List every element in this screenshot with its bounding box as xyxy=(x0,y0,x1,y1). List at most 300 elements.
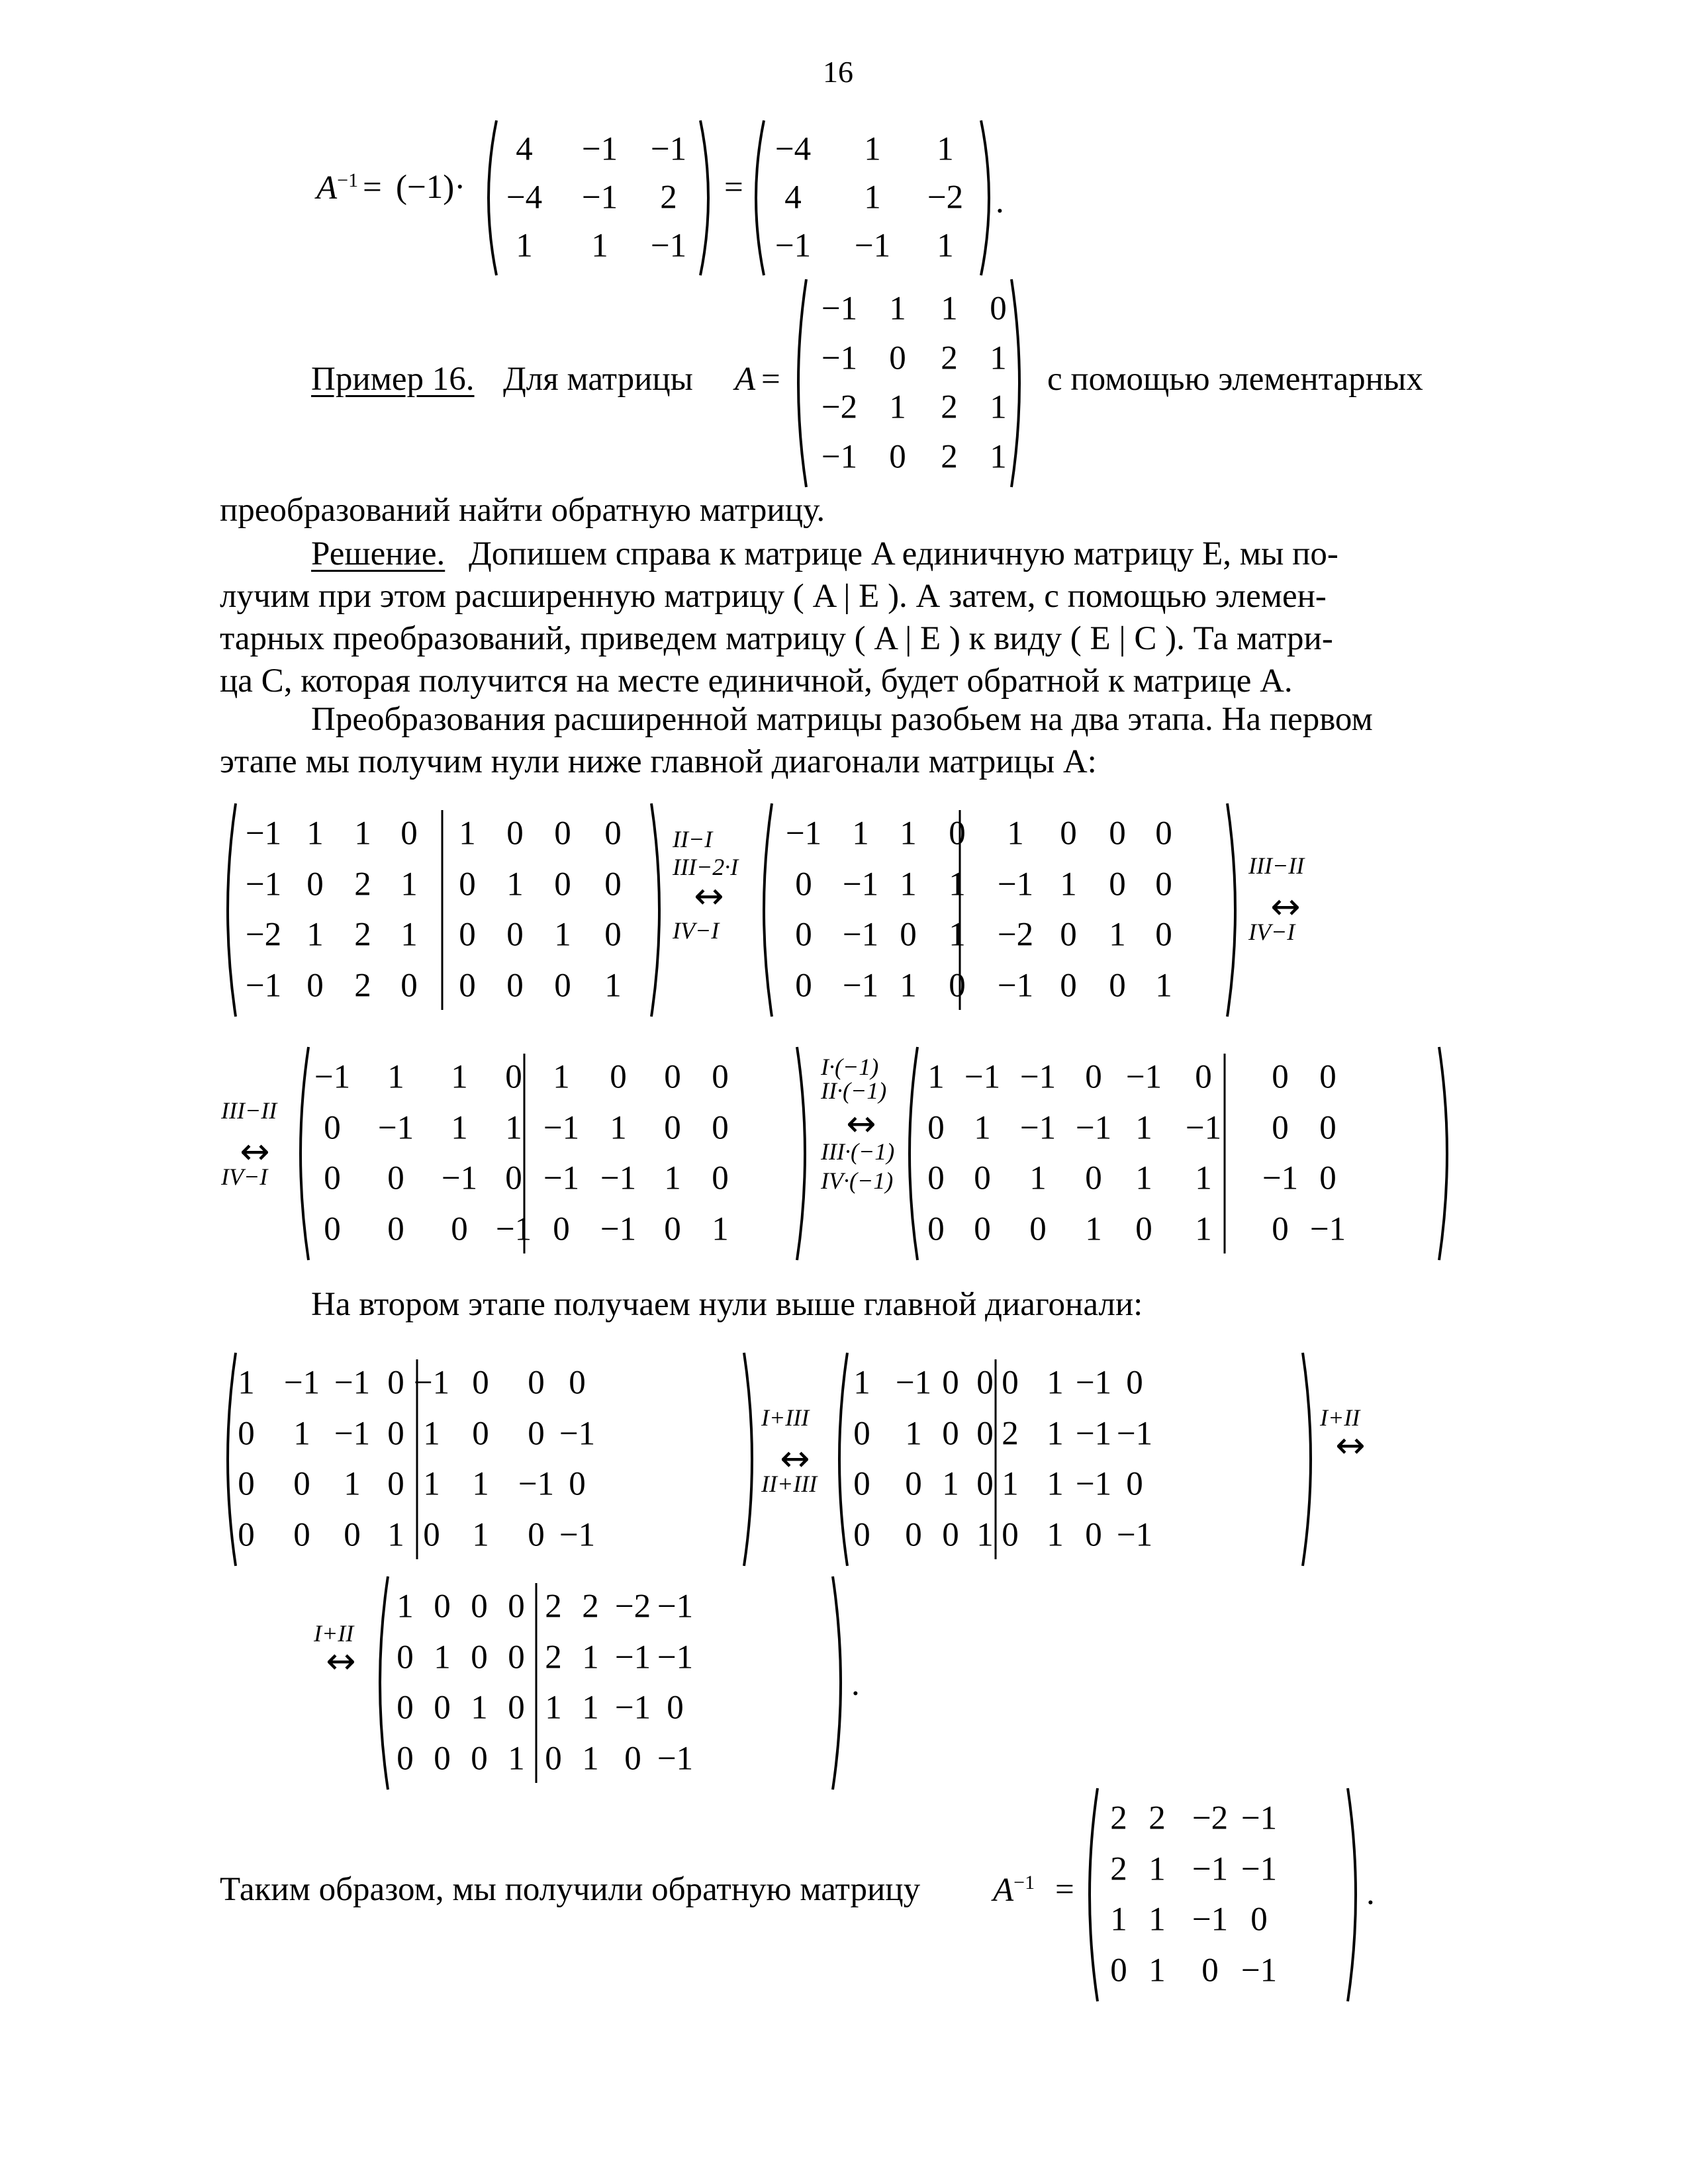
matrix-cell: 0 xyxy=(1085,1160,1102,1197)
matrix-cell: 0 xyxy=(387,1364,404,1402)
final-matrix xyxy=(1080,1786,1365,2004)
matrix-cell: −1 xyxy=(1075,1109,1112,1147)
stage2-matrix-1 xyxy=(218,1350,761,1569)
matrix-cell: 0 xyxy=(505,1058,522,1096)
matrix-cell: 1 xyxy=(949,916,966,954)
matrix-cell: 0 xyxy=(664,1210,681,1248)
matrix-cell: −4 xyxy=(506,179,543,216)
matrix-cell: 0 xyxy=(712,1058,729,1096)
matrix-cell: 0 xyxy=(1085,1516,1102,1554)
matrix-cell: 1 xyxy=(434,1639,451,1676)
matrix-cell: −2 xyxy=(997,916,1034,954)
matrix-cell: 1 xyxy=(582,1689,599,1727)
matrix-cell: 0 xyxy=(387,1465,404,1503)
matrix-cell: 1 xyxy=(941,290,958,328)
matrix-cell: 1 xyxy=(1155,967,1172,1005)
matrix-cell: 0 xyxy=(238,1465,255,1503)
matrix-cell: −1 xyxy=(518,1465,555,1503)
matrix-cell: 0 xyxy=(853,1465,870,1503)
matrix-cell: 1 xyxy=(423,1465,440,1503)
matrix-cell: −1 xyxy=(1192,1850,1229,1888)
matrix-cell: 0 xyxy=(508,1689,525,1727)
matrix-cell: −1 xyxy=(1125,1058,1162,1096)
solution-line-2: лучим при этом расширенную матрицу ( A | E ). А затем, с помощью элемен- xyxy=(220,578,1327,615)
matrix-cell: −2 xyxy=(927,179,964,216)
matrix-cell: 1 xyxy=(990,340,1007,377)
matrix-cell: 0 xyxy=(387,1415,404,1453)
matrix-cell: 0 xyxy=(324,1210,341,1248)
matrix-cell: 0 xyxy=(505,1160,522,1197)
matrix-cell: 1 xyxy=(238,1364,255,1402)
right-paren xyxy=(1303,1353,1311,1566)
matrix-cell: 0 xyxy=(949,967,966,1005)
equivalence-arrow-icon: ↔ xyxy=(326,1640,356,1682)
matrix-cell: 4 xyxy=(516,130,533,168)
matrix-cell: 0 xyxy=(387,1160,404,1197)
matrix-cell: 2 xyxy=(941,438,958,476)
matrix-cell: 0 xyxy=(1319,1160,1336,1197)
cofactor-matrix-1 xyxy=(479,118,718,278)
matrix-cell: −1 xyxy=(821,290,858,328)
matrix-cell: −1 xyxy=(842,916,879,954)
stage1-matrix-1 xyxy=(218,801,669,1019)
matrix-cell: 1 xyxy=(451,1058,468,1096)
left-paren xyxy=(228,1353,236,1566)
matrix-cell: 0 xyxy=(795,916,812,954)
row-operation: I·(−1) xyxy=(821,1054,879,1080)
stage1-operations-4 xyxy=(818,1055,904,1214)
matrix-cell: 0 xyxy=(472,1364,489,1402)
matrix-cell: −1 xyxy=(245,866,282,903)
stage1-operations-1 xyxy=(670,827,748,960)
matrix-cell: 1 xyxy=(1149,1850,1166,1888)
matrix-cell: −1 xyxy=(614,1639,651,1676)
matrix-cell: −1 xyxy=(245,815,282,852)
matrix-cell: −4 xyxy=(774,130,812,168)
matrix-cell: 1 xyxy=(400,916,418,954)
matrix-cell: 1 xyxy=(1085,1210,1102,1248)
example-label: Пример 16. xyxy=(311,361,475,398)
matrix-cell: −1 xyxy=(997,967,1034,1005)
stage2-operations-1 xyxy=(759,1406,831,1498)
matrix-cell: 0 xyxy=(553,1210,570,1248)
left-paren xyxy=(301,1047,308,1260)
matrix-cell: 0 xyxy=(397,1689,414,1727)
matrix-cell: 1 xyxy=(508,1740,525,1778)
matrix-cell: 1 xyxy=(976,1516,994,1554)
matrix-cell: 1 xyxy=(582,1639,599,1676)
matrix-cell: 1 xyxy=(1047,1364,1064,1402)
matrix-cell: −2 xyxy=(614,1588,651,1625)
matrix-cell: 0 xyxy=(1126,1364,1143,1402)
row-operation: I+II xyxy=(1320,1404,1360,1431)
equivalence-arrow-icon: ↔ xyxy=(780,1437,810,1479)
matrix-cell: 0 xyxy=(306,866,324,903)
matrix-cell: 1 xyxy=(505,1109,522,1147)
matrix-cell: 0 xyxy=(624,1740,641,1778)
solution-line-3: тарных преобразований, приведем матрицу ( A | E ) к виду ( E | C ). Та матри- xyxy=(220,620,1333,657)
matrix-cell: −1 xyxy=(559,1415,596,1453)
row-operation: II·(−1) xyxy=(821,1077,887,1104)
matrix-cell: 0 xyxy=(451,1210,468,1248)
matrix-cell: 0 xyxy=(712,1160,729,1197)
matrix-cell: 1 xyxy=(1047,1465,1064,1503)
matrix-cell: 0 xyxy=(610,1058,627,1096)
matrix-cell: −1 xyxy=(614,1689,651,1727)
matrix-cell: 0 xyxy=(1272,1210,1289,1248)
example-text-2: с помощью элементарных xyxy=(1047,361,1423,398)
matrix-cell: 0 xyxy=(528,1415,545,1453)
matrix-cell: 1 xyxy=(1149,1901,1166,1938)
row-operation: I+III xyxy=(761,1404,810,1431)
matrix-cell: 0 xyxy=(1109,967,1126,1005)
matrix-cell: 0 xyxy=(528,1516,545,1554)
example-text-1: Для матрицы xyxy=(503,361,693,398)
matrix-cell: −1 xyxy=(774,227,812,265)
row-operation: II+III xyxy=(761,1471,818,1497)
matrix-cell: 0 xyxy=(324,1109,341,1147)
matrix-cell: 0 xyxy=(853,1516,870,1554)
matrix-cell: 1 xyxy=(610,1109,627,1147)
right-paren xyxy=(1348,1788,1356,2001)
matrix-cell: 0 xyxy=(1060,815,1077,852)
matrix-cell: 0 xyxy=(1109,866,1126,903)
matrix-cell: 0 xyxy=(434,1740,451,1778)
matrix-cell: 0 xyxy=(712,1109,729,1147)
example-matrix xyxy=(789,277,1029,490)
matrix-cell: 2 xyxy=(1110,1850,1127,1888)
matrix-cell: −1 xyxy=(600,1210,637,1248)
matrix-cell: −2 xyxy=(1192,1799,1229,1837)
matrix-cell: 0 xyxy=(1060,916,1077,954)
matrix-cell: 1 xyxy=(472,1516,489,1554)
matrix-cell: 2 xyxy=(941,388,958,426)
matrix-cell: 0 xyxy=(1195,1058,1212,1096)
matrix-cell: −2 xyxy=(821,388,858,426)
matrix-cell: −1 xyxy=(543,1160,580,1197)
matrix-cell: 0 xyxy=(293,1516,310,1554)
matrix-cell: 1 xyxy=(1029,1160,1047,1197)
matrix-cell: 2 xyxy=(354,916,371,954)
matrix-cell: −1 xyxy=(854,227,891,265)
matrix-cell: 1 xyxy=(553,1058,570,1096)
matrix-cell: 1 xyxy=(1002,1465,1019,1503)
matrix-cell: 0 xyxy=(927,1109,945,1147)
matrix-cell: 0 xyxy=(397,1639,414,1676)
equivalence-arrow-icon: ↔ xyxy=(846,1103,876,1144)
matrix-cell: 2 xyxy=(545,1588,562,1625)
matrix-cell: −1 xyxy=(1241,1850,1278,1888)
matrix-cell: 0 xyxy=(554,815,571,852)
equivalence-arrow-icon: ↔ xyxy=(240,1130,270,1172)
row-operation: III−II xyxy=(221,1097,277,1124)
matrix-cell: 0 xyxy=(400,815,418,852)
matrix-cell: 0 xyxy=(459,916,476,954)
matrix-cell: 1 xyxy=(889,388,906,426)
matrix-cell: 1 xyxy=(400,866,418,903)
matrix-cell: 0 xyxy=(471,1588,488,1625)
matrix-cell: 0 xyxy=(1060,967,1077,1005)
row-operation: II−I xyxy=(673,826,713,852)
solution-line-4: ца C, которая получится на месте единичной, будет обратной к матрице A. xyxy=(220,662,1293,700)
final-eq-sign: = xyxy=(1055,1871,1074,1908)
matrix-cell: −1 xyxy=(334,1415,371,1453)
matrix-cell: 0 xyxy=(976,1465,994,1503)
final-lhs-letter: A xyxy=(993,1872,1014,1909)
matrix-cell: 1 xyxy=(451,1109,468,1147)
matrix-cell: −1 xyxy=(1019,1058,1056,1096)
matrix-cell: 0 xyxy=(1319,1109,1336,1147)
matrix-cell: 0 xyxy=(471,1639,488,1676)
matrix-cell: 1 xyxy=(1007,815,1024,852)
cofactor-matrix-2 xyxy=(747,118,998,278)
matrix-cell: −1 xyxy=(1019,1109,1056,1147)
matrix-cell: −1 xyxy=(377,1109,414,1147)
matrix-cell: 1 xyxy=(293,1415,310,1453)
row-operation: III−II xyxy=(1248,852,1305,879)
matrix-cell: −1 xyxy=(895,1364,932,1402)
matrix-cell: 0 xyxy=(423,1516,440,1554)
matrix-cell: 0 xyxy=(1126,1465,1143,1503)
matrix-cell: 0 xyxy=(1155,916,1172,954)
stage1-matrix-4 xyxy=(900,1044,1456,1263)
stage1-matrix-3 xyxy=(291,1044,814,1263)
final-text: Таким образом, мы получили обратную матрицу xyxy=(220,1871,921,1908)
matrix-cell: 0 xyxy=(471,1740,488,1778)
matrix-cell: 0 xyxy=(667,1689,684,1727)
matrix-cell: 0 xyxy=(664,1109,681,1147)
matrix-cell: −1 xyxy=(842,967,879,1005)
matrix-cell: 0 xyxy=(604,916,622,954)
matrix-cell: 0 xyxy=(293,1465,310,1503)
matrix-cell: 1 xyxy=(306,916,324,954)
matrix-cell: −1 xyxy=(964,1058,1001,1096)
right-paren xyxy=(981,120,989,275)
matrix-cell: 1 xyxy=(712,1210,729,1248)
inverse-lhs-sup: −1 xyxy=(337,169,359,191)
matrix-cell: 1 xyxy=(853,1364,870,1402)
matrix-cell: 0 xyxy=(604,866,622,903)
matrix-cell: 0 xyxy=(324,1160,341,1197)
left-paren xyxy=(756,120,764,275)
matrix-cell: 1 xyxy=(900,967,917,1005)
matrix-cell: 1 xyxy=(927,1058,945,1096)
matrix-cell: 0 xyxy=(459,967,476,1005)
matrix-cell: 0 xyxy=(604,815,622,852)
row-operation: III−2·I xyxy=(673,854,739,880)
matrix-cell: 0 xyxy=(1272,1058,1289,1096)
equivalence-arrow-icon: ↔ xyxy=(694,875,724,917)
matrix-cell: 0 xyxy=(1155,866,1172,903)
right-paren xyxy=(833,1576,841,1790)
final-end-period: . xyxy=(1366,1875,1375,1912)
left-paren xyxy=(228,803,236,1017)
matrix-cell: −1 xyxy=(842,866,879,903)
left-paren xyxy=(798,279,806,487)
matrix-cell: 0 xyxy=(664,1058,681,1096)
matrix-cell: 1 xyxy=(344,1465,361,1503)
matrix-cell: 1 xyxy=(591,227,608,265)
matrix-cell: 0 xyxy=(976,1415,994,1453)
matrix-cell: 4 xyxy=(784,179,802,216)
matrix-cell: 1 xyxy=(306,815,324,852)
matrix-cell: 0 xyxy=(942,1516,959,1554)
matrix-cell: 0 xyxy=(853,1415,870,1453)
right-paren xyxy=(651,803,659,1017)
matrix-cell: 0 xyxy=(508,1588,525,1625)
right-paren xyxy=(1011,279,1019,487)
matrix-cell: 0 xyxy=(795,866,812,903)
matrix-cell: 1 xyxy=(459,815,476,852)
matrix-cell: −1 xyxy=(997,866,1034,903)
stage1-operations-3 xyxy=(218,1099,291,1191)
matrix-cell: 1 xyxy=(1110,1901,1127,1938)
row-operation: IV−I xyxy=(1248,919,1295,945)
matrix-cell: 1 xyxy=(387,1516,404,1554)
matrix-cell: 1 xyxy=(516,227,533,265)
matrix-cell: 0 xyxy=(1272,1109,1289,1147)
equivalence-arrow-icon: ↔ xyxy=(1270,886,1301,927)
matrix-cell: 2 xyxy=(582,1588,599,1625)
matrix-cell: 0 xyxy=(1002,1516,1019,1554)
matrix-cell: −1 xyxy=(283,1364,320,1402)
matrix-cell: −1 xyxy=(785,815,822,852)
example-eq-sign: = xyxy=(761,361,780,398)
left-paren xyxy=(910,1047,917,1260)
matrix-cell: 1 xyxy=(937,130,954,168)
matrix-cell: 2 xyxy=(1149,1799,1166,1837)
left-paren xyxy=(489,120,496,275)
row-operation: III·(−1) xyxy=(821,1138,895,1165)
matrix-cell: 0 xyxy=(927,1210,945,1248)
left-paren xyxy=(839,1353,847,1566)
matrix-cell: −1 xyxy=(657,1639,694,1676)
matrix-cell: 1 xyxy=(554,916,571,954)
row-operation: IV·(−1) xyxy=(821,1167,894,1194)
stage2-operations-2 xyxy=(1317,1406,1383,1465)
equivalence-arrow-icon: ↔ xyxy=(1335,1424,1366,1466)
matrix-cell: 0 xyxy=(974,1210,991,1248)
inverse-eq-sign-2: = xyxy=(724,169,743,206)
matrix-cell: 0 xyxy=(554,967,571,1005)
solution-para2-line-1: Преобразования расширенной матрицы разобьем на два этапа. На первом xyxy=(311,701,1373,738)
example-matrix-label: A xyxy=(735,361,756,398)
solution-para2-line-2: этапе мы получим нули ниже главной диагонали матрицы A: xyxy=(220,743,1097,780)
matrix-cell: 0 xyxy=(459,866,476,903)
matrix-cell: 1 xyxy=(990,388,1007,426)
inverse-lhs xyxy=(316,171,358,205)
matrix-cell: 1 xyxy=(1047,1516,1064,1554)
right-paren xyxy=(1227,803,1235,1017)
matrix-cell: 1 xyxy=(387,1058,404,1096)
matrix-cell: 1 xyxy=(1195,1160,1212,1197)
matrix-cell: 0 xyxy=(238,1516,255,1554)
matrix-cell: 0 xyxy=(976,1364,994,1402)
left-paren xyxy=(1090,1788,1098,2001)
stage2-matrix-3 xyxy=(371,1574,850,1792)
matrix-cell: 1 xyxy=(604,967,622,1005)
matrix-cell: 0 xyxy=(554,866,571,903)
matrix-cell: 1 xyxy=(864,130,881,168)
stage1-matrix-2 xyxy=(755,801,1244,1019)
matrix-cell: −1 xyxy=(334,1364,371,1402)
matrix-cell: 0 xyxy=(942,1415,959,1453)
matrix-cell: 0 xyxy=(569,1364,586,1402)
matrix-cell: 0 xyxy=(528,1364,545,1402)
matrix-cell: 2 xyxy=(1110,1799,1127,1837)
matrix-cell: 0 xyxy=(238,1415,255,1453)
matrix-cell: 0 xyxy=(1201,1952,1219,1989)
matrix-cell: 0 xyxy=(1319,1058,1336,1096)
matrix-cell: 0 xyxy=(1135,1210,1152,1248)
matrix-cell: 0 xyxy=(397,1740,414,1778)
matrix-cell: −1 xyxy=(495,1210,532,1248)
matrix-cell: 0 xyxy=(400,967,418,1005)
matrix-cell: 0 xyxy=(1109,815,1126,852)
matrix-cell: −1 xyxy=(650,130,687,168)
matrix-cell: −1 xyxy=(581,130,618,168)
matrix-cell: −1 xyxy=(1075,1364,1112,1402)
solution-line-1: Допишем справа к матрице A единичную матрицу E, мы по- xyxy=(469,535,1338,572)
solution-label: Решение. xyxy=(311,535,445,572)
matrix-cell: 2 xyxy=(1002,1415,1019,1453)
matrix-cell: 1 xyxy=(990,438,1007,476)
matrix-cell: 2 xyxy=(354,967,371,1005)
matrix-cell: 1 xyxy=(864,179,881,216)
stage2-operations-3 xyxy=(311,1621,371,1681)
left-paren xyxy=(380,1576,388,1790)
matrix-cell: 0 xyxy=(990,290,1007,328)
matrix-cell: 0 xyxy=(942,1364,959,1402)
matrix-cell: 0 xyxy=(900,916,917,954)
matrix-cell: 0 xyxy=(889,438,906,476)
matrix-cell: 0 xyxy=(927,1160,945,1197)
matrix-cell: −1 xyxy=(413,1364,450,1402)
matrix-cell: 1 xyxy=(506,866,524,903)
matrix-cell: −1 xyxy=(821,438,858,476)
matrix-cell: −1 xyxy=(543,1109,580,1147)
stage2-text: На втором этапе получаем нули выше главной диагонали: xyxy=(311,1286,1143,1323)
matrix-cell: −1 xyxy=(1192,1901,1229,1938)
matrix-cell: 1 xyxy=(942,1465,959,1503)
matrix-cell: 1 xyxy=(664,1160,681,1197)
row-operation: IV−I xyxy=(673,917,720,944)
row-operation: I+II xyxy=(314,1620,354,1647)
matrix-cell: 2 xyxy=(941,340,958,377)
matrix-cell: 1 xyxy=(354,815,371,852)
matrix-cell: −1 xyxy=(1075,1465,1112,1503)
matrix-cell: 1 xyxy=(852,815,869,852)
final-lhs xyxy=(993,1873,1035,1907)
matrix-cell: 0 xyxy=(1110,1952,1127,1989)
matrix-cell: 1 xyxy=(1149,1952,1166,1989)
matrix-cell: 1 xyxy=(905,1415,922,1453)
matrix-cell: −1 xyxy=(600,1160,637,1197)
matrix-cell: 0 xyxy=(795,967,812,1005)
matrix-cell: −1 xyxy=(559,1516,596,1554)
matrix-cell: 1 xyxy=(423,1415,440,1453)
matrix-cell: 1 xyxy=(937,227,954,265)
matrix-cell: 0 xyxy=(434,1588,451,1625)
matrix-cell: 0 xyxy=(1029,1210,1047,1248)
matrix-cell: 2 xyxy=(354,866,371,903)
matrix-cell: 1 xyxy=(472,1465,489,1503)
matrix-cell: −1 xyxy=(657,1588,694,1625)
matrix-cell: 2 xyxy=(545,1639,562,1676)
matrix-cell: −1 xyxy=(1116,1415,1153,1453)
matrix-cell: 1 xyxy=(1135,1160,1152,1197)
matrix-cell: 0 xyxy=(974,1160,991,1197)
